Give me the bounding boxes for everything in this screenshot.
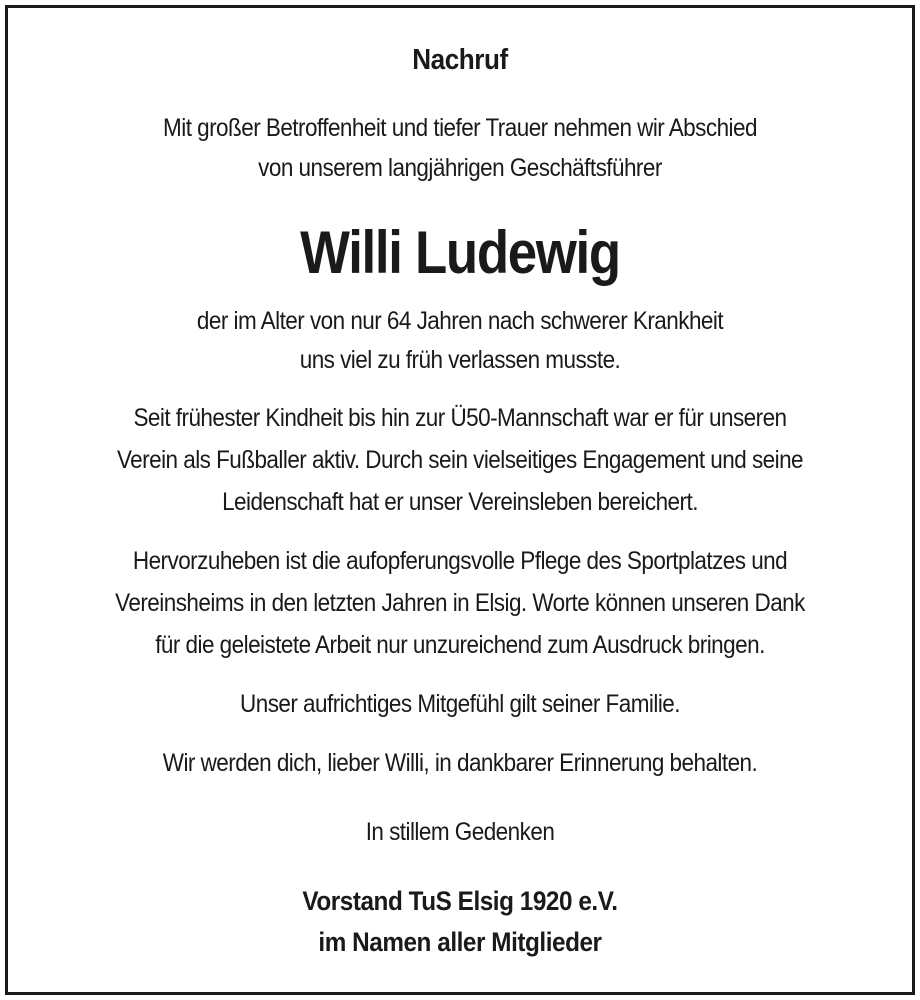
death-line-2: uns viel zu früh verlassen musste. xyxy=(299,346,621,374)
sympathy-line: Unser aufrichtiges Mitgefühl gilt seiner Familie. xyxy=(240,690,680,718)
paragraph-1-line-3: Leidenschaft hat er unser Vereinsleben bereichert. xyxy=(222,488,698,516)
remembrance-line: Wir werden dich, lieber Willi, in dankbarer Erinnerung behalten. xyxy=(162,749,758,777)
signature-line-1: Vorstand TuS Elsig 1920 e.V. xyxy=(302,886,618,916)
intro-line-1: Mit großer Betroffenheit und tiefer Trauer nehmen wir Abschied xyxy=(163,114,757,142)
deceased-name: Willi Ludewig xyxy=(300,219,620,286)
paragraph-1-line-2: Verein als Fußballer aktiv. Durch sein vielseitiges Engagement und seine xyxy=(116,446,804,474)
death-line-1: der im Alter von nur 64 Jahren nach schwerer Krankheit xyxy=(196,307,724,335)
intro-line-2: von unserem langjährigen Geschäftsführer xyxy=(258,154,662,182)
closing-line: In stillem Gedenken xyxy=(365,818,555,846)
signature-line-2: im Namen aller Mitglieder xyxy=(318,927,602,957)
paragraph-2-line-3: für die geleistete Arbeit nur unzureichend zum Ausdruck bringen. xyxy=(155,631,765,659)
paragraph-2-line-1: Hervorzuheben ist die aufopferungsvolle Pflege des Sportplatzes und xyxy=(132,547,788,575)
notice-heading: Nachruf xyxy=(412,44,508,76)
paragraph-2-line-2: Vereinsheims in den letzten Jahren in Elsig. Worte können unseren Dank xyxy=(115,589,805,617)
paragraph-1-line-1: Seit frühester Kindheit bis hin zur Ü50-Mannschaft war er für unseren xyxy=(133,404,787,432)
